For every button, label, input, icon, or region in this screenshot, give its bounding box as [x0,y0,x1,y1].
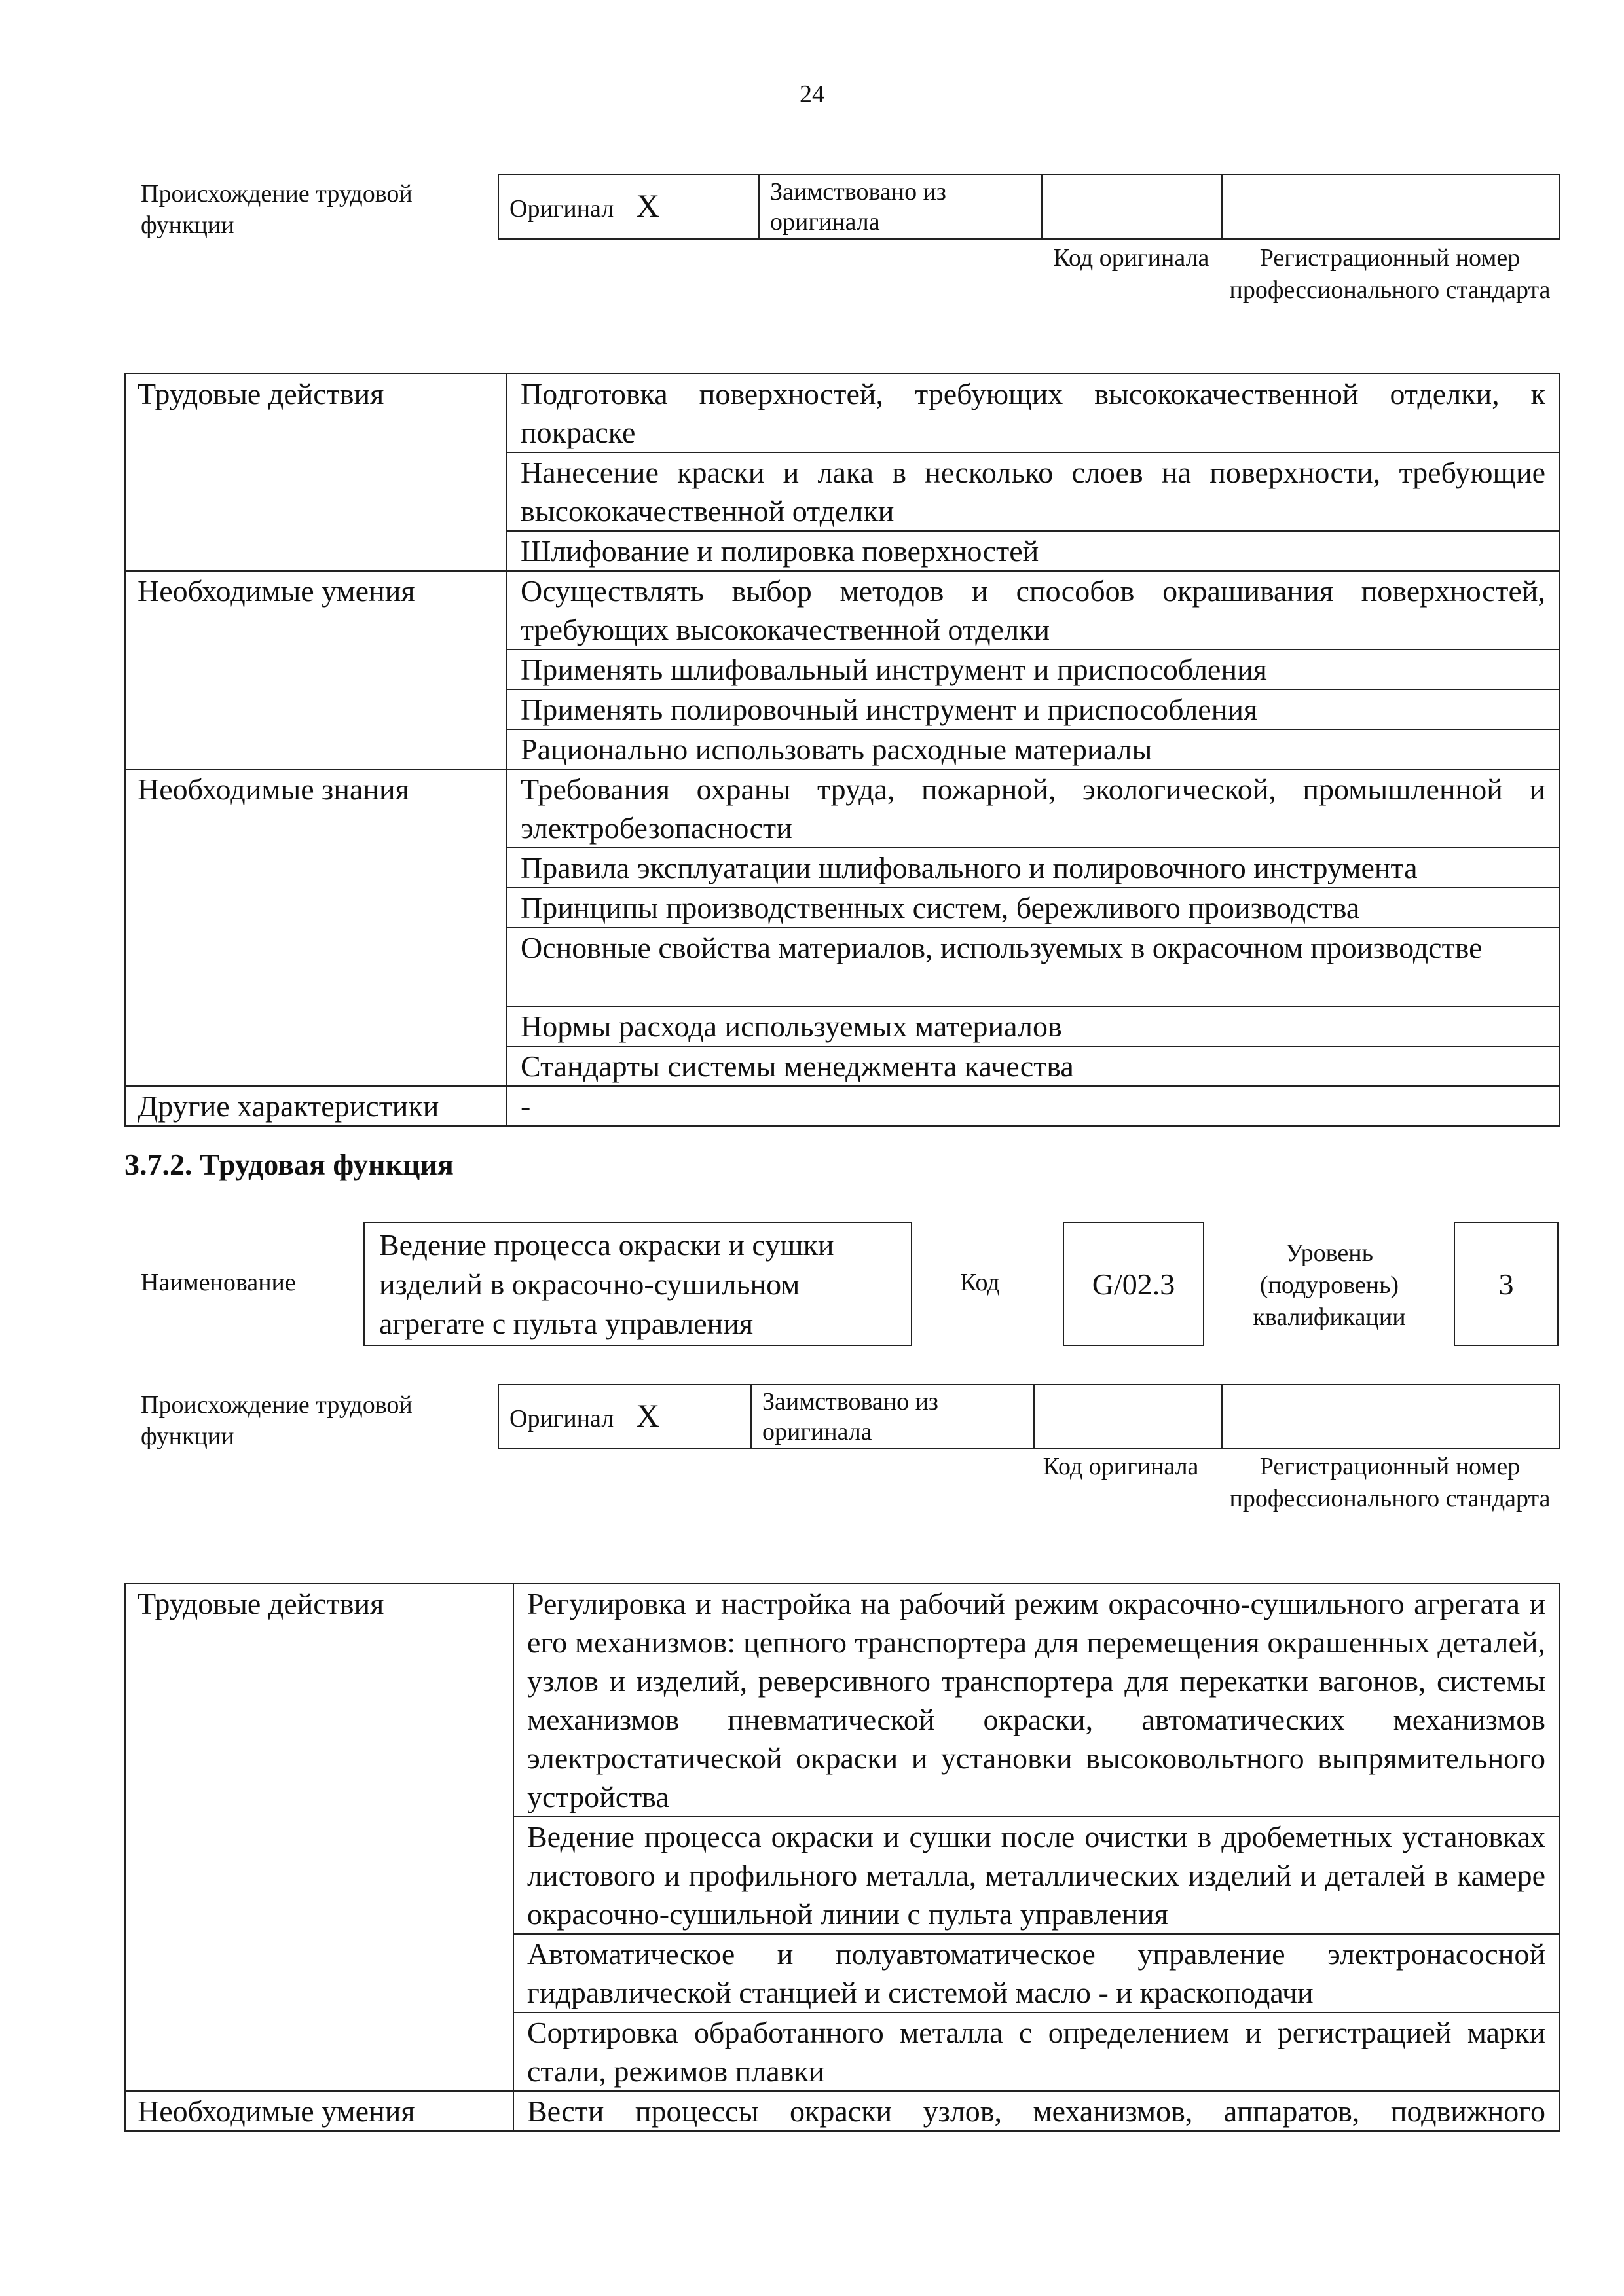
labor-action-item: Шлифование и полировка поверхностей [507,531,1559,571]
origin-table [498,174,1560,240]
name-value: Ведение процесса окраски и сушки изделий в окрасочно-сушильном агрегате с пульта управления [379,1228,834,1340]
knowledge-item: Стандарты системы менеджмента качества [507,1046,1559,1086]
reg-caption: Регистрационный номер профессионального стандарта [1229,244,1551,304]
skill-item: Рационально использовать расходные материалы [507,729,1559,769]
skills-label: Необходимые умения [125,571,507,769]
other-label: Другие характеристики [125,1086,507,1126]
code-value: G/02.3 [1063,1222,1204,1346]
labor-actions-label: Трудовые действия [125,1584,513,2091]
code-caption: Код оригинала [1043,1453,1199,1480]
labor-action-item: Автоматическое и полуавтоматическое управление электронасосной гидравлической станцией и системой масло - и краскоподачи [513,1934,1559,2013]
labor-action-item: Нанесение краски и лака в несколько слоев на поверхности, требующие высококачественной отделки [507,452,1559,531]
page-number: 24 [800,81,824,108]
knowledge-item: Нормы расхода используемых материалов [507,1006,1559,1046]
table-row [125,769,1559,848]
labor-action-item: Регулировка и настройка на рабочий режим окрасочно-сушильного агрегата и его механизмов: цепного транспортера для перемещения окрашенных деталей, узлов и изделий, реверсивного транспортера для перекатки вагонов, системы механизмов пневматической окраски, автоматических механизмов электростатической окраски и установки высоковольтного выпрямительного устройства [513,1584,1559,1817]
table-row [125,1584,1559,1817]
skill-item: Применять полировочный инструмент и приспособления [507,689,1559,729]
labor-action-item: Сортировка обработанного металла с определением и регистрацией марки стали, режимов плавки [513,2013,1559,2091]
code-caption: Код оригинала [1053,244,1209,272]
function-table-2 [124,1583,1560,2132]
origin-original-cell [498,1385,751,1449]
level-label: Уровень (подуровень) квалификации [1253,1239,1406,1331]
origin-code-cell [1034,1385,1222,1449]
name-label: Наименование [141,1269,296,1296]
table-row [125,374,1559,452]
knowledge-item: Принципы производственных систем, бережливого производства [507,888,1559,928]
skills-label: Необходимые умения [125,2091,513,2131]
knowledge-item: Требования охраны труда, пожарной, экологической, промышленной и электробезопасности [507,769,1559,848]
origin-original-cell [498,175,759,239]
other-value: - [507,1086,1559,1126]
origin-original-label: Оригинал [509,194,614,223]
table-row [125,2091,1559,2131]
origin-original-label: Оригинал [509,1404,614,1432]
origin-original-mark: X [636,1396,660,1434]
knowledge-item: Правила эксплуатации шлифовального и полировочного инструмента [507,848,1559,888]
origin-borrowed-label: Заимствовано из оригинала [759,175,1042,239]
origin-label: Происхождение трудовой функции [141,180,413,239]
function-table-1 [124,373,1560,1127]
origin-reg-cell [1222,175,1559,239]
origin-table [498,1384,1560,1449]
skill-item: Применять шлифовальный инструмент и приспособления [507,649,1559,689]
table-row [125,1086,1559,1126]
labor-action-item: Ведение процесса окраски и сушки после очистки в дробеметных установках листового и профильного металла, металлических изделий и деталей в камере окрасочно-сушильной линии с пульта управления [513,1817,1559,1934]
origin-label: Происхождение трудовой функции [141,1391,413,1450]
origin-borrowed-label: Заимствовано из оригинала [751,1385,1034,1449]
origin-code-cell [1042,175,1222,239]
section-title: 3.7.2. Трудовая функция [124,1148,454,1181]
origin-reg-cell [1222,1385,1559,1449]
knowledge-label: Необходимые знания [125,769,507,1086]
skill-item: Вести процессы окраски узлов, механизмов, аппаратов, подвижного [513,2091,1559,2131]
table-row [125,571,1559,649]
level-value: 3 [1454,1222,1559,1346]
code-label: Код [960,1269,1000,1296]
skill-item: Осуществлять выбор методов и способов окрашивания поверхностей, требующих высококачественной отделки [507,571,1559,649]
origin-original-mark: X [636,187,660,224]
reg-caption: Регистрационный номер профессионального стандарта [1229,1453,1551,1512]
labor-actions-label: Трудовые действия [125,374,507,571]
knowledge-item: Основные свойства материалов, используемых в окрасочном производстве [507,928,1559,1006]
labor-action-item: Подготовка поверхностей, требующих высококачественной отделки, к покраске [507,374,1559,452]
name-box [363,1222,912,1346]
